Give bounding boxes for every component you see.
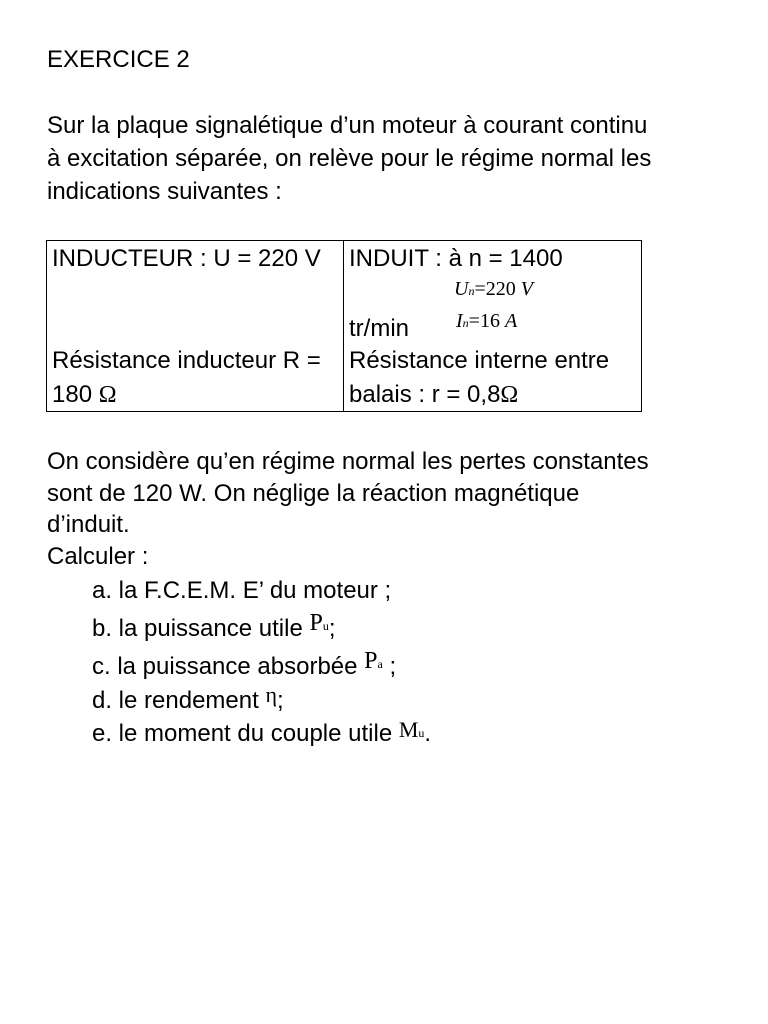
exercise-title: EXERCICE 2 xyxy=(47,46,190,73)
nominal-voltage: Un=220 V xyxy=(454,278,533,300)
body-line-2: sont de 120 W. On néglige la réaction magnétique xyxy=(47,480,580,507)
induit-resistance-line-2: balais : r = 0,8Ω xyxy=(349,381,519,408)
body-line-3: d’induit. xyxy=(47,511,130,538)
inducteur-resistance-line-2: 180 Ω xyxy=(52,381,117,408)
induit-resistance-line-1: Résistance interne entre xyxy=(349,347,610,374)
question-c: c. la puissance absorbée Pa ; xyxy=(92,648,397,680)
intro-line-2: à excitation séparée, on relève pour le régime normal les xyxy=(47,145,652,172)
inducteur-header: INDUCTEUR : U = 220 V xyxy=(52,245,321,272)
useful-power-symbol: Pu xyxy=(309,610,329,636)
nominal-current: In=16 A xyxy=(456,310,518,332)
absorbed-power-symbol: Pa xyxy=(364,648,383,674)
ohm-symbol: Ω xyxy=(500,382,519,408)
question-d: d. le rendement η; xyxy=(92,682,284,714)
question-a: a. la F.C.E.M. E’ du moteur ; xyxy=(92,577,392,604)
body-line-1: On considère qu’en régime normal les pertes constantes xyxy=(47,448,649,475)
question-b: b. la puissance utile Pu; xyxy=(92,610,336,642)
nameplate-table xyxy=(46,240,642,412)
question-e: e. le moment du couple utile Mu. xyxy=(92,717,432,747)
efficiency-symbol: η xyxy=(265,682,277,707)
ohm-symbol: Ω xyxy=(98,382,117,408)
speed-unit: tr/min xyxy=(349,315,409,342)
intro-line-3: indications suivantes : xyxy=(47,178,282,205)
table-column-divider xyxy=(343,241,344,411)
induit-header: INDUIT : à n = 1400 xyxy=(349,245,563,272)
body-line-4: Calculer : xyxy=(47,543,149,570)
intro-line-1: Sur la plaque signalétique d’un moteur à courant continu xyxy=(47,112,648,139)
inducteur-resistance-line-1: Résistance inducteur R = xyxy=(52,347,321,374)
torque-symbol: Mu xyxy=(398,717,425,742)
